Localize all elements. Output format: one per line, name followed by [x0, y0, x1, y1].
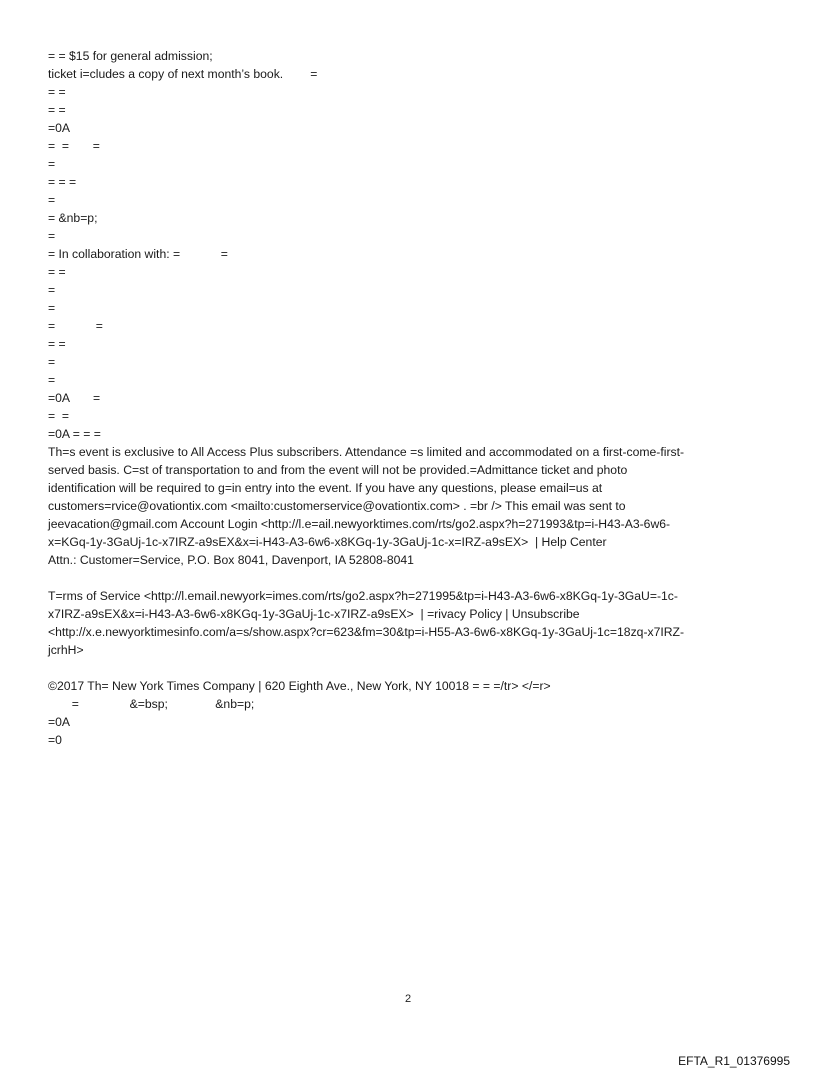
- text-line: =: [48, 301, 56, 315]
- notice-line: Attn.: Customer=Service, P.O. Box 8041, Davenport, IA 52808-8041: [48, 553, 414, 567]
- text-line: = = =: [48, 175, 77, 189]
- terms-paragraph: [48, 587, 768, 659]
- text-line: =: [48, 157, 56, 171]
- text-line: = = $15 for general admission;: [48, 49, 213, 63]
- copyright-footer-block: [48, 677, 768, 749]
- bates-number: EFTA_R1_01376995: [678, 1054, 790, 1068]
- notice-line: Th=s event is exclusive to All Access Plus subscribers. Attendance =s limited and accommodated on a first-come-first-: [48, 445, 685, 459]
- paragraph-gap: [48, 659, 768, 677]
- text-line: =0A: [48, 121, 71, 135]
- text-line: =: [48, 283, 56, 297]
- text-line: =: [48, 355, 56, 369]
- notice-line: identification will be required to g=in entry into the event. If you have any questions, please email=us at: [48, 481, 603, 495]
- footer-line: =0: [48, 733, 62, 747]
- text-line: = =: [48, 409, 70, 423]
- text-line: =: [48, 373, 56, 387]
- terms-line: jcrhH>: [48, 643, 84, 657]
- text-line: =0A = = =: [48, 427, 101, 441]
- text-line: =: [48, 193, 56, 207]
- notice-line: x=KGq-1y-3GaUj-1c-x7IRZ-a9sEX&x=i-H43-A3-6w6-x8KGq-1y-3GaUj-1c-x=IRZ-a9sEX> | Help Center: [48, 535, 607, 549]
- text-line: =0A =: [48, 391, 101, 405]
- text-line: = =: [48, 103, 66, 117]
- text-line: =: [48, 229, 56, 243]
- text-line: = &nb=p;: [48, 211, 98, 225]
- terms-line: <http://x.e.newyorktimesinfo.com/a=s/show.aspx?cr=623&fm=30&tp=i-H55-A3-6w6-x8KGq-1y-3GaUj-1c=18zq-x7IRZ-: [48, 625, 685, 639]
- paragraph-gap: [48, 569, 768, 587]
- notice-line: jeevacation@gmail.com Account Login <http://l.e=ail.newyorktimes.com/rts/go2.aspx?h=271993&tp=i-H43-A3-6w6-: [48, 517, 671, 531]
- text-line: = =: [48, 265, 66, 279]
- notice-line: served basis. C=st of transportation to and from the event will not be provided.=Admittance ticket and photo: [48, 463, 628, 477]
- terms-line: T=rms of Service <http://l.email.newyork=imes.com/rts/go2.aspx?h=271995&tp=i-H43-A3-6w6-x8KGq-1y-3GaU=-1c-: [48, 589, 678, 603]
- text-line: = =: [48, 337, 66, 351]
- notice-line: customers=rvice@ovationtix.com <mailto:customerservice@ovationtix.com> . =br /> This email was sent to: [48, 499, 626, 513]
- text-line: = =: [48, 319, 103, 333]
- page-number: 2: [404, 993, 412, 1005]
- footer-line: =0A: [48, 715, 71, 729]
- text-line: = In collaboration with: = =: [48, 247, 228, 261]
- event-notice-paragraph: [48, 443, 768, 569]
- text-line: ticket i=cludes a copy of next month’s book. =: [48, 67, 318, 81]
- footer-line: = &=bsp; &nb=p;: [48, 697, 255, 711]
- document-body: [48, 47, 768, 749]
- text-line: = =: [48, 85, 66, 99]
- text-line: = = =: [48, 139, 100, 153]
- terms-line: x7IRZ-a9sEX&x=i-H43-A3-6w6-x8KGq-1y-3GaUj-1c-x7IRZ-a9sEX> | =rivacy Policy | Unsubscribe: [48, 607, 580, 621]
- footer-line: ©2017 Th= New York Times Company | 620 Eighth Ave., New York, NY 10018 = = =/tr> </=r>: [48, 679, 551, 693]
- top-lines-block: [48, 47, 768, 443]
